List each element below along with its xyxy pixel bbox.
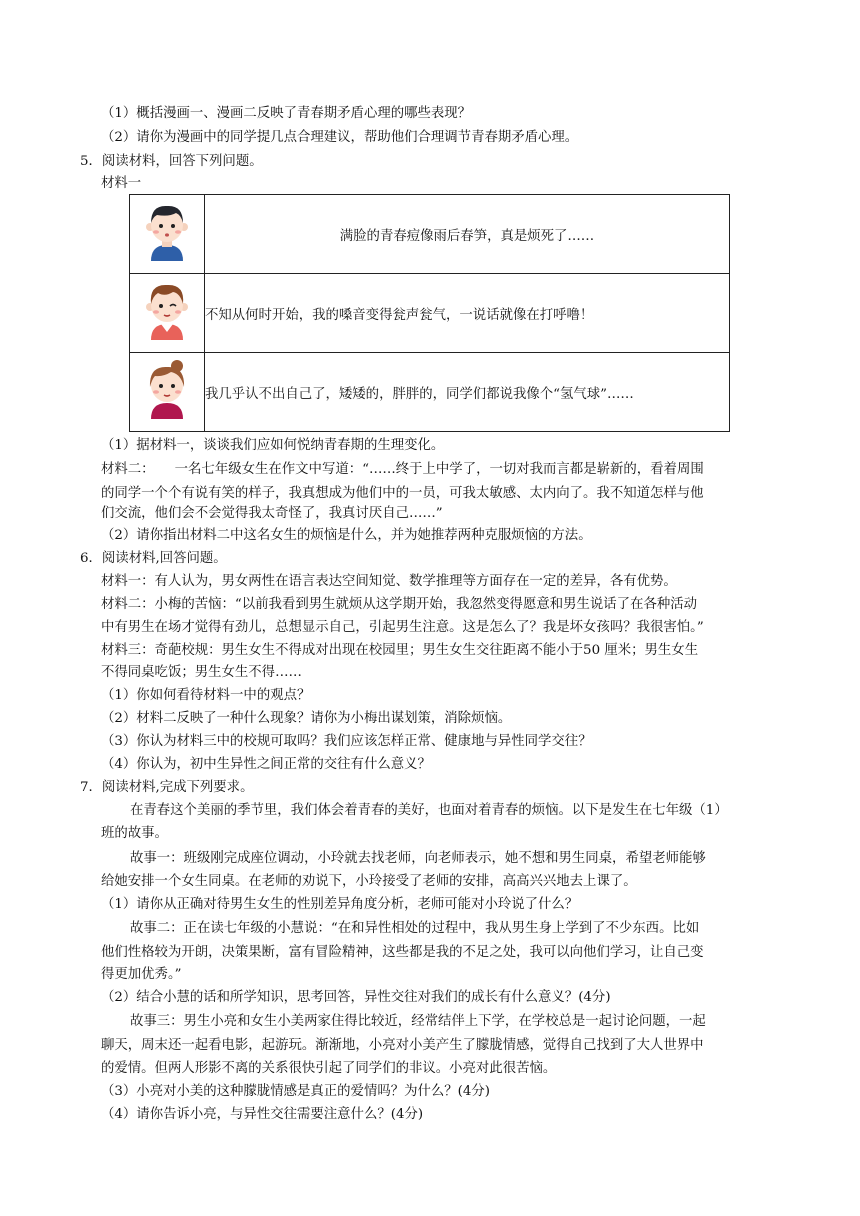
q5-sub2: （2）请你指出材料二中这名女生的烦恼是什么，并为她推荐两种克服烦恼的方法。 <box>101 528 592 543</box>
q7-story2-line2: 他们性格较为开朗，决策果断，富有冒险精神，这些都是我的不足之处，我可以向他们学习，让自己变 <box>101 945 704 960</box>
q6-sub3: （3）你认为材料三中的校规可取吗？我们应该怎样正常、健康地与异性同学交往？ <box>101 734 592 749</box>
q7-sub1: （1）请你从正确对待男生女生的性别差异角度分析，老师可能对小玲说了什么？ <box>101 897 579 912</box>
q7-title: 7．阅读材料,完成下列要求。 <box>80 780 254 795</box>
q5-material2-line3: 们交流，他们会不会觉得我太奇怪了，我真讨厌自己……” <box>101 506 443 521</box>
q7-story3-line3: 的爱情。但两人形影不离的关系很快引起了同学们的非议。小亮对此很苦恼。 <box>101 1061 557 1076</box>
q4-sub1: （1）概括漫画一、漫画二反映了青春期矛盾心理的哪些表现？ <box>101 106 472 121</box>
q4-sub2: （2）请你为漫画中的同学提几点合理建议，帮助他们合理调节青春期矛盾心理。 <box>101 130 579 145</box>
q6-sub4: （4）你认为，初中生异性之间正常的交往有什么意义？ <box>101 757 431 772</box>
q7-story3-line1: 故事三：男生小亮和女生小美两家住得比较近，经常结伴上下学，在学校总是一起讨论问题，一起 <box>130 1014 706 1029</box>
q6-material3-line2: 不得同桌吃饭；男生女生不得…… <box>101 665 302 680</box>
q5-material2-line2: 的同学一个个有说有笑的样子，我真想成为他们中的一员，可我太敏感、太内向了。我不知道怎样与他 <box>101 486 704 501</box>
winking-boy-avatar-icon <box>143 280 191 346</box>
q7-intro-line2: 班的故事。 <box>101 826 168 841</box>
table-row <box>130 274 730 353</box>
avatar-cell <box>130 274 205 353</box>
q6-material2-line1: 材料二：小梅的苦恼：“以前我看到男生就烦从这学期开始，我忽然变得愿意和男生说话了在各种活动 <box>101 597 698 612</box>
table-row <box>130 353 730 432</box>
q7-sub3: （3）小亮对小美的这种朦胧情感是真正的爱情吗？为什么？(4分) <box>101 1084 491 1099</box>
q6-title: 6．阅读材料,回答问题。 <box>80 551 227 566</box>
material1-table <box>129 194 730 432</box>
q7-sub4: （4）请你告诉小亮，与异性交往需要注意什么？(4分) <box>101 1107 424 1122</box>
q7-intro-line1: 在青春这个美丽的季节里，我们体会着青春的美好，也面对着青春的烦恼。以下是发生在七年级（1） <box>130 803 728 818</box>
avatar-cell <box>130 195 205 274</box>
table-text-2: 不知从何时开始，我的嗓音变得瓮声瓮气，一说话就像在打呼噜！ <box>205 274 730 353</box>
q7-story2-line3: 得更加优秀。” <box>101 967 182 982</box>
q7-story1-line1: 故事一：班级刚完成座位调动，小玲就去找老师，向老师表示，她不想和男生同桌，希望老师能够 <box>130 851 706 866</box>
table-text-3: 我几乎认不出自己了，矮矮的，胖胖的，同学们都说我像个“氢气球”…… <box>205 353 730 432</box>
q5-material2-line1: 材料二： 一名七年级女生在作文中写道：“……终于上中学了，一切对我而言都是崭新的，看着周围 <box>101 462 704 477</box>
boy-avatar-icon <box>143 201 191 267</box>
q6-sub2: （2）材料二反映了一种什么现象？请你为小梅出谋划策，消除烦恼。 <box>101 711 512 726</box>
q7-sub2: （2）结合小慧的话和所学知识，思考回答，异性交往对我们的成长有什么意义？(4分) <box>101 990 611 1005</box>
q6-sub1: （1）你如何看待材料一中的观点？ <box>101 688 311 703</box>
q5-sub1: （1）据材料一，谈谈我们应如何悦纳青春期的生理变化。 <box>101 438 445 453</box>
girl-avatar-icon <box>143 359 191 425</box>
avatar-cell <box>130 353 205 432</box>
q7-story1-line2: 给她安排一个女生同桌。在老师的劝说下，小玲接受了老师的安排，高高兴兴地去上课了。 <box>101 874 637 889</box>
table-row <box>130 195 730 274</box>
q7-story3-line2: 聊天，周末还一起看电影，起游玩。渐渐地，小亮对小美产生了朦胧情感，觉得自己找到了大人世界中 <box>101 1038 704 1053</box>
q5-title: 5．阅读材料，回答下列问题。 <box>80 154 263 169</box>
q5-material1-label: 材料一 <box>101 176 142 191</box>
q6-material3-line1: 材料三：奇葩校规：男生女生不得成对出现在校园里；男生女生交往距离不能小于50 厘米；男生女生 <box>101 643 699 658</box>
q7-story2-line1: 故事二：正在读七年级的小慧说：“在和异性相处的过程中，我从男生身上学到了不少东西。比如 <box>130 921 700 936</box>
q6-material2-line2: 中有男生在场才觉得有劲儿，总想显示自己，引起男生注意。这是怎么了？我是坏女孩吗？我很害怕。” <box>101 620 704 635</box>
q6-material1: 材料一：有人认为，男女两性在语言表达空间知觉、数学推理等方面存在一定的差异，各有优势。 <box>101 574 677 589</box>
table-text-1: 满脸的青春痘像雨后春笋，真是烦死了…… <box>205 195 730 274</box>
